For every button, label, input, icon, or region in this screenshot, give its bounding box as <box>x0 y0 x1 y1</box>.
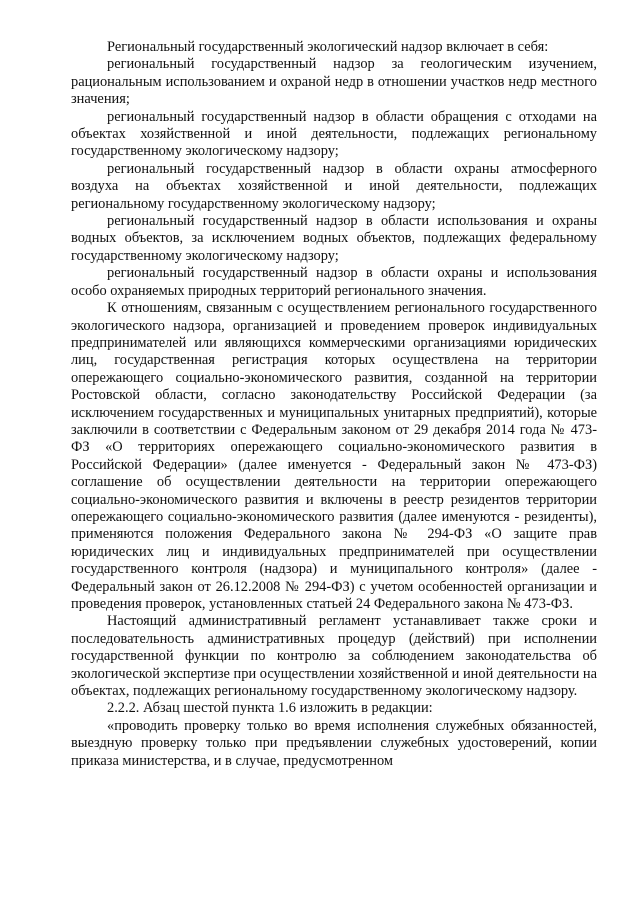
paragraph-waste-supervision: региональный государственный надзор в области обращения с отходами на объектах хозяйственной и иной деятельности, подлежащих региональному государственному экологическому надзору; <box>71 108 597 160</box>
paragraph-water-supervision: региональный государственный надзор в области использования и охраны водных объектов, за исключением водных объектов, подлежащих федеральному государственному экологическому надзору; <box>71 213 597 264</box>
paragraph-subsoil-supervision: региональный государственный надзор за геологическим изучением, рациональным использованием и охраной недр в отношении участков недр местного значения; <box>71 56 597 108</box>
paragraph-intro: Региональный государственный экологический надзор включает в себя: <box>107 39 549 55</box>
paragraph-air-supervision: региональный государственный надзор в области охраны атмосферного воздуха на объектах хозяйственной и иной деятельности, подлежащих региональному государственному экологическому надзору; <box>71 160 597 212</box>
paragraph-residents: К отношениям, связанным с осуществлением регионального государственного экологического надзора, организацией и проведением проверок индивидуальных предпринимателей или являющихся коммерческими организациями юридических лиц, государственная регистрация которых осуществлена на территории опережающего социально-экономического развития, созданной на территории Ростовской области, согласно законодательству Российской Федерации (за исключением государственных и муниципальных унитарных предприятий), которые заключили в соответствии с Федеральным законом от 29 декабря 2014 года № 473-ФЗ «О территориях опережающего социально-экономического развития в Российской Федерации» (далее именуется - Федеральный закон № 473-ФЗ) соглашение об осуществлении деятельности на территории опережающего социально-экономического развития и включены в реестр резидентов территории опережающего социально-экономического развития (далее именуются - резиденты), применяются положения Федерального закона № 294-ФЗ «О защите прав юридических лиц и индивидуальных предпринимателей при осуществлении государственного контроля (надзора) и муниципального контроля» (далее - Федеральный закон от 26.12.2008 № 294-ФЗ) с учетом особенностей организации и проведения проверок, установленных статьей 24 Федерального закона № 473-ФЗ. <box>71 300 597 612</box>
paragraph-regulation-scope: Настоящий административный регламент устанавливает также сроки и последовательность административных процедур (действий) при исполнении государственной функции по контролю за соблюдением законодательства об экологической экспертизе при осуществлении хозяйственной и иной деятельности на объектах, подлежащих региональному государственному экологическому надзору. <box>71 613 597 700</box>
paragraph-amendment-heading: 2.2.2. Абзац шестой пункта 1.6 изложить в редакции: <box>107 700 433 717</box>
document-body <box>71 39 597 770</box>
paragraph-amendment-text: «проводить проверку только во время исполнения служебных обязанностей, выездную проверку только при предъявлении служебных удостоверений, копии приказа министерства, и в случае, предусмотренном <box>71 717 597 769</box>
paragraph-protected-territories: региональный государственный надзор в области охраны и использования особо охраняемых природных территорий регионального значения. <box>71 265 597 299</box>
